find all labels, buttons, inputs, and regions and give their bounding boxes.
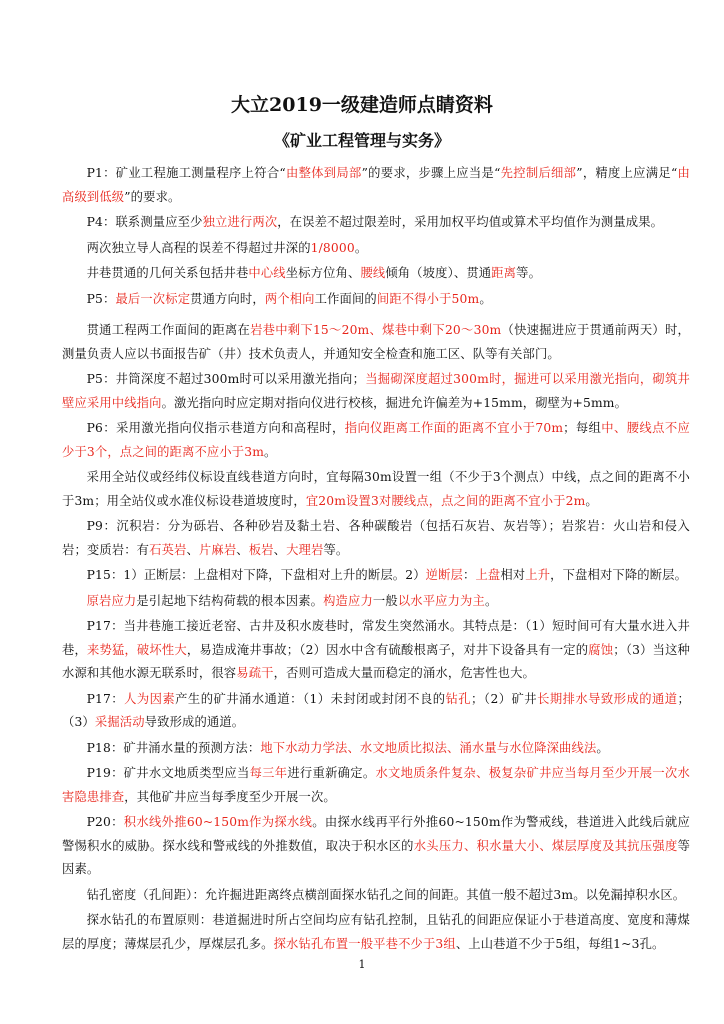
- text-segment: 、: [186, 542, 199, 557]
- text-segment: P17：: [86, 691, 125, 706]
- highlighted-text: 探水钻孔布置一般平巷不少于3组: [273, 936, 456, 951]
- text-segment: 、上山巷道不少于5组，每组1~3孔。: [455, 936, 665, 951]
- text-segment: 井巷贯通的几何关系包括井巷: [86, 266, 249, 280]
- text-segment: P4：联系测量应至少: [86, 215, 203, 229]
- highlighted-text: 大理岩: [286, 542, 324, 557]
- text-segment: 、: [236, 542, 249, 557]
- text-segment: P5：井筒深度不超过300m时可以采用激光指向；: [86, 372, 366, 386]
- text-segment: ；（3）当这种水源和其他水源无联系时，很容: [62, 642, 691, 680]
- highlighted-text: 水文地质条件复杂、极复杂矿井应当每月至少开展一次水害隐患排查: [62, 766, 690, 804]
- text-segment: P19：矿井水文地质类型应当: [86, 766, 250, 780]
- highlighted-text: 易疏干: [236, 666, 274, 680]
- highlighted-text: 间距不得小于50m: [376, 291, 480, 306]
- paragraph: [62, 909, 690, 956]
- text-segment: ，其他矿井应当每季度至少开展一次。: [124, 789, 336, 804]
- paragraph: [62, 417, 690, 464]
- text-segment: 等。: [516, 266, 542, 280]
- text-segment: 倾角（坡度）、贯通: [385, 266, 492, 280]
- highlighted-text: 距离: [491, 266, 517, 280]
- highlighted-text: 最后一次标定: [115, 291, 191, 306]
- text-segment: P5：: [86, 291, 116, 306]
- paragraph: [62, 288, 690, 312]
- document-body: [62, 162, 690, 958]
- text-segment: 贯通工程两工作面间的距离在: [86, 323, 251, 337]
- paragraph: [62, 162, 690, 209]
- text-segment: ；（3）: [62, 691, 690, 729]
- text-segment: ；每组: [563, 421, 602, 435]
- text-segment: 工作面间的: [314, 291, 377, 306]
- paragraph: [62, 368, 690, 415]
- highlighted-text: 地下水动力学法、水文地质比拟法、涌水量与水位降深曲线法: [260, 740, 597, 755]
- paragraph: [62, 319, 690, 366]
- highlighted-text: 由高级到低级: [62, 166, 690, 204]
- highlighted-text: 构造应力: [323, 593, 373, 608]
- text-segment: 。: [354, 240, 368, 255]
- highlighted-text: 岩巷中剩下15～20m、煤巷中剩下20～30m: [250, 323, 502, 337]
- text-segment: 、: [273, 542, 287, 557]
- highlighted-text: 来势猛，破坏性大: [86, 642, 187, 657]
- text-segment: ”的要求。: [124, 189, 181, 204]
- highlighted-text: 1/8000: [310, 240, 355, 255]
- text-segment: 是引起地下结构荷载的根本因素。: [136, 593, 324, 608]
- text-segment: 相对: [500, 568, 526, 582]
- highlighted-text: 原岩应力: [86, 593, 137, 608]
- highlighted-text: 钻孔: [445, 691, 472, 706]
- paragraph: [62, 884, 690, 908]
- paragraph: [62, 762, 690, 809]
- paragraph: [62, 211, 690, 235]
- text-segment: 。由探水线再平行外推60~150m作为警戒线，巷道进入此线后就应警惕积水的威胁。探水线和警戒线的外推数值，取决于积水区的: [62, 815, 690, 853]
- text-segment: 进行重新确定。: [287, 766, 376, 780]
- paragraph: [62, 515, 690, 562]
- highlighted-text: 上升: [525, 568, 551, 582]
- text-segment: P6：采用激光指向仪指示巷道方向和高程时，: [86, 421, 345, 435]
- highlighted-text: 水头压力、积水量大小、煤层厚度及其抗压强度: [413, 838, 678, 853]
- highlighted-text: 独立进行两次: [202, 215, 278, 229]
- text-segment: 一般: [372, 593, 398, 608]
- text-segment: ：: [462, 568, 476, 582]
- text-segment: P1：矿业工程施工测量程序上符合“: [86, 166, 286, 180]
- highlighted-text: 每三年: [249, 766, 288, 780]
- document-title: 大立2019一级建造师点睛资料: [231, 94, 493, 116]
- text-segment: 贯通方向时，: [190, 291, 265, 306]
- highlighted-text: 宜20m设置3对腰线点，点之间的距离不宜小于2m: [305, 493, 586, 508]
- text-segment: ；（2）矿井: [471, 691, 538, 706]
- text-segment: ，易造成淹井事故；（2）因水中含有硫酸根离子，对井下设备具有一定的: [186, 642, 589, 657]
- text-segment: P18：矿井涌水量的预测方法：: [86, 740, 261, 755]
- text-segment: ，在误差不超过限差时，采用加权平均值或算术平均值作为测量成果。: [277, 215, 664, 229]
- highlighted-text: 采掘活动: [94, 715, 145, 729]
- text-segment: ”的要求，步骤上应当是“: [361, 166, 501, 180]
- text-segment: ”，精度上应满足“: [576, 166, 678, 180]
- highlighted-text: 两个相向: [264, 291, 315, 306]
- paragraph: [62, 737, 690, 761]
- text-segment: 探水钻孔的布置原则：巷道掘进时所占空间均应有钻孔控制，且钻孔的间距应保证小于巷道高度、宽度和薄煤层的厚度；薄煤层孔少，厚煤层孔多。: [62, 913, 690, 951]
- text-segment: 坐标方位角、: [285, 266, 361, 280]
- highlighted-text: 积水线外推60~150m作为探水线: [123, 815, 313, 829]
- highlighted-text: 腐蚀: [588, 642, 614, 657]
- highlighted-text: 长期排水导致形成的通道: [537, 691, 678, 706]
- paragraph: [62, 590, 690, 614]
- text-segment: ，否则可造成大量而稳定的涌水，危害性也大。: [273, 666, 535, 680]
- text-segment: P17：当井巷施工接近老窑、古井及积水废巷时，常发生突然涌水。其特点是：（1）短时间可有大量水进入井巷，: [62, 619, 690, 657]
- document-subtitle: 《矿业工程管理与实务》: [273, 131, 450, 150]
- text-segment: 。: [479, 291, 492, 306]
- text-segment: 等。: [323, 542, 349, 557]
- highlighted-text: 上盘: [475, 568, 501, 582]
- highlighted-text: 由整体到局部: [285, 166, 362, 180]
- text-segment: 。: [585, 493, 598, 508]
- paragraph: [62, 466, 690, 513]
- text-segment: P20：: [86, 815, 124, 829]
- paragraph: [62, 688, 690, 735]
- highlighted-text: 先控制后细部: [500, 166, 577, 180]
- highlighted-text: 中、腰线点不应少于3个，点之间的距离不应小于3m: [62, 421, 691, 459]
- highlighted-text: 腰线: [360, 266, 386, 280]
- text-segment: 导致形成的通道。: [144, 715, 245, 729]
- highlighted-text: 当掘砌深度超过300m时，掘进可以采用激光指向，砌筑井壁应采用中线指向: [62, 372, 690, 410]
- page-number: 1: [358, 958, 366, 971]
- text-segment: （快速掘进应于贯通前两天）时，测量负责人应以书面报告矿（井）技术负责人，并通知安全检查和施工区、队等有关部门。: [62, 323, 690, 361]
- text-segment: 。激光指向时应定期对指向仪进行校核，掘进允许偏差为+15mm，砌壁为+5mm。: [161, 395, 628, 410]
- paragraph: [62, 262, 690, 286]
- text-segment: 。: [484, 593, 498, 608]
- text-segment: 产生的矿井涌水通道：（1）未封闭或封闭不良的: [175, 691, 446, 706]
- text-segment: 。: [264, 444, 277, 459]
- highlighted-text: 人为因素: [124, 691, 176, 706]
- highlighted-text: 指向仪距离工作面的距离不宜小于70m: [344, 421, 564, 435]
- highlighted-text: 片麻岩: [198, 542, 237, 557]
- text-segment: 钻孔密度（孔间距）：允许掘进距离终点横剖面探水钻孔之间的间距。其值一般不超过3m。以免漏掉积水区。: [86, 887, 686, 902]
- text-segment: 采用全站仪或经纬仪标设直线巷道方向时，宜每隔30m设置一组（不少于3个测点）中线，点之间的距离不小于3m；用全站仪或水准仪标设巷道坡度时，: [62, 470, 690, 508]
- highlighted-text: 逆断层: [425, 568, 463, 582]
- text-segment: P9：沉积岩：分为砾岩、各种砂岩及黏土岩、各种碳酸岩（包括石灰岩、灰岩等）；岩浆岩：火山岩和侵入岩；变质岩：有: [62, 519, 690, 557]
- text-segment: 等因素。: [62, 838, 691, 876]
- highlighted-text: 以水平应力为主: [397, 593, 485, 608]
- text-segment: 。: [596, 740, 609, 755]
- highlighted-text: 中心线: [248, 266, 286, 280]
- paragraph: [62, 811, 690, 882]
- text-segment: 两次独立导人高程的误差不得超过井深的: [86, 240, 311, 255]
- highlighted-text: 板岩: [248, 542, 274, 557]
- paragraph: [62, 564, 690, 588]
- text-segment: ，下盘相对下降的断层。: [550, 568, 688, 582]
- highlighted-text: 石英岩: [149, 542, 187, 557]
- text-segment: P15：1）正断层：上盘相对下降，下盘相对上升的断层。2）: [86, 568, 426, 582]
- paragraph: [62, 237, 690, 261]
- paragraph: [62, 615, 690, 686]
